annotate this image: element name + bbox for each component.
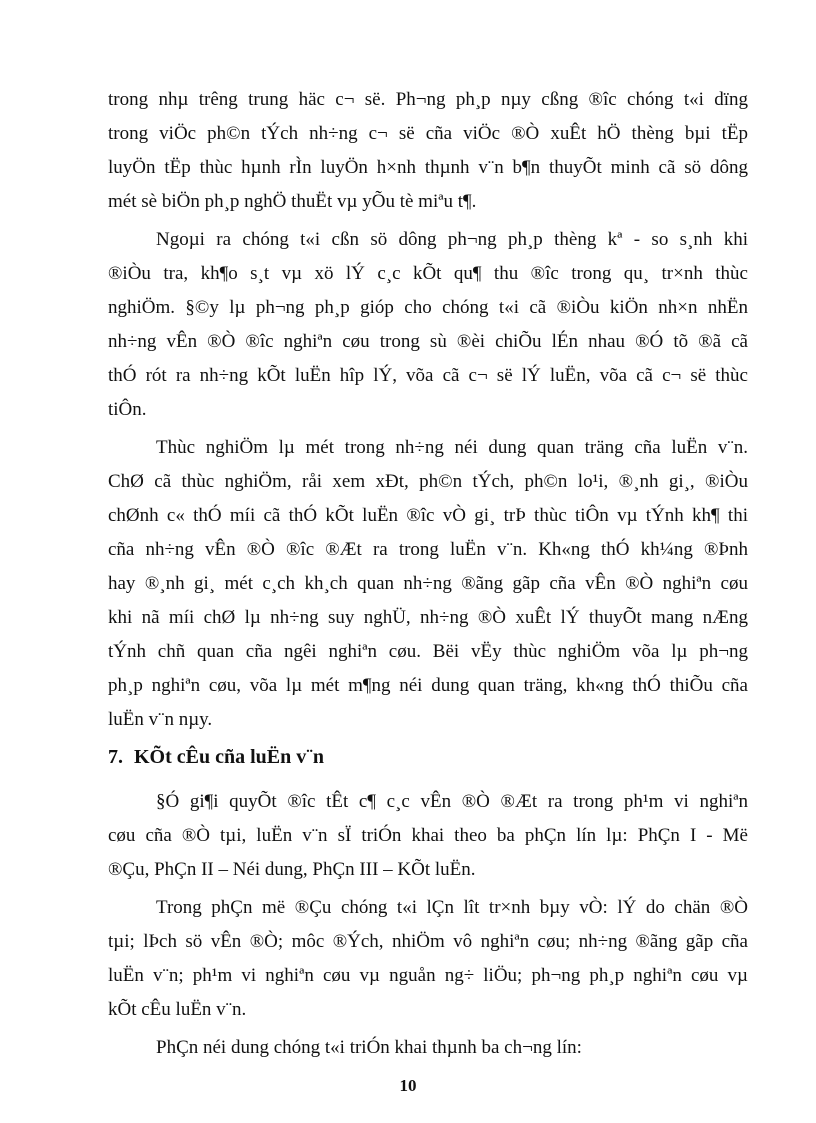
text-line: nh÷ng vÊn ®Ò ®îc nghiªn cøu trong sù ®èi chiÕu lÉn nhau ®Ó tõ ®ã cã (108, 331, 748, 352)
section-number: 7. (108, 746, 123, 768)
text-line: PhÇn néi dung chóng t«i triÓn khai thµnh ba ch¬ng lín: (156, 1037, 582, 1058)
text-line: ®iÒu tra, kh¶o s¸t vµ xö lÝ c¸c kÕt qu¶ thu ®îc trong qu¸ tr×nh thùc (108, 263, 748, 284)
text-line: trong nhµ trêng trung häc c¬ së. Ph¬ng ph¸p nµy cßng ®îc chóng t«i dïng (108, 89, 748, 110)
text-line: kÕt cÊu luËn v¨n. (108, 999, 247, 1020)
text-line: chØnh c« thÓ míi cã thÓ kÕt luËn ®îc vÒ gi¸ trÞ thùc tiÔn vµ tÝnh kh¶ thi (108, 505, 748, 526)
text-line: ph¸p nghiªn cøu, võa lµ mét m¶ng néi dung quan träng, kh«ng thÓ thiÕu cña (108, 675, 748, 696)
text-line: tiÔn. (108, 399, 147, 420)
text-line: khi nã míi chØ lµ nh÷ng suy nghÜ, nh÷ng ®Ò xuÊt lÝ thuyÕt mang nÆng (108, 607, 748, 628)
section-heading (108, 746, 324, 769)
text-line: cña nh÷ng vÊn ®Ò ®îc ®Æt ra trong luËn v¨n. Kh«ng thÓ kh¼ng ®Þnh (108, 539, 748, 560)
text-line: mét sè biÖn ph¸p nghÖ thuËt vµ yÕu tè miªu t¶. (108, 191, 477, 212)
text-line: tµi; lÞch sö vÊn ®Ò; môc ®Ých, nhiÖm vô nghiªn cøu; nh÷ng ®ãng gãp cña (108, 931, 748, 952)
text-line: tÝnh chñ quan cña ngêi nghiªn cøu. Bëi vËy thùc nghiÖm võa lµ ph¬ng (108, 641, 748, 662)
text-line: ®Çu, PhÇn II – Néi dung, PhÇn III – KÕt luËn. (108, 859, 476, 880)
text-line: Trong phÇn më ®Çu chóng t«i lÇn lît tr×nh bµy vÒ: lÝ do chän ®Ò (156, 897, 748, 918)
section-title: KÕt cÊu cña luËn v¨n (134, 746, 325, 768)
text-line: trong viÖc ph©n tÝch nh÷ng c¬ së cña viÖc ®Ò xuÊt hÖ thèng bµi tËp (108, 123, 748, 144)
text-line: Ngoµi ra chóng t«i cßn sö dông ph¬ng ph¸p thèng kª - so s¸nh khi (156, 229, 748, 250)
text-line: Thùc nghiÖm lµ mét trong nh÷ng néi dung quan träng cña luËn v¨n. (156, 437, 748, 458)
text-line: §Ó gi¶i quyÕt ®îc tÊt c¶ c¸c vÊn ®Ò ®Æt ra trong ph¹m vi nghiªn (156, 791, 748, 812)
text-line: luËn v¨n; ph¹m vi nghiªn cøu vµ nguån ng÷ liÖu; ph¬ng ph¸p nghiªn cøu vµ (108, 965, 748, 986)
text-line: nghiÖm. §©y lµ ph¬ng ph¸p gióp cho chóng t«i cã ®iÒu kiÖn nh×n nhËn (108, 297, 748, 318)
text-line: ChØ cã thùc nghiÖm, råi xem xÐt, ph©n tÝch, ph©n lo¹i, ®¸nh gi¸, ®iÒu (108, 471, 748, 492)
text-line: thÓ rót ra nh÷ng kÕt luËn hîp lÝ, võa cã c¬ së lÝ luËn, võa cã c¬ së thùc (108, 365, 748, 386)
page-number: 10 (399, 1076, 417, 1095)
text-line: cøu cña ®Ò tµi, luËn v¨n sÏ triÓn khai theo ba phÇn lín lµ: PhÇn I - Më (108, 825, 748, 846)
text-line: luËn v¨n nµy. (108, 709, 213, 730)
text-line: hay ®¸nh gi¸ mét c¸ch kh¸ch quan nh÷ng ®ãng gãp cña vÊn ®Ò nghiªn cøu (108, 573, 748, 594)
text-line: luyÖn tËp thùc hµnh rÌn luyÖn h×nh thµnh v¨n b¶n thuyÕt minh cã sö dông (108, 157, 748, 178)
